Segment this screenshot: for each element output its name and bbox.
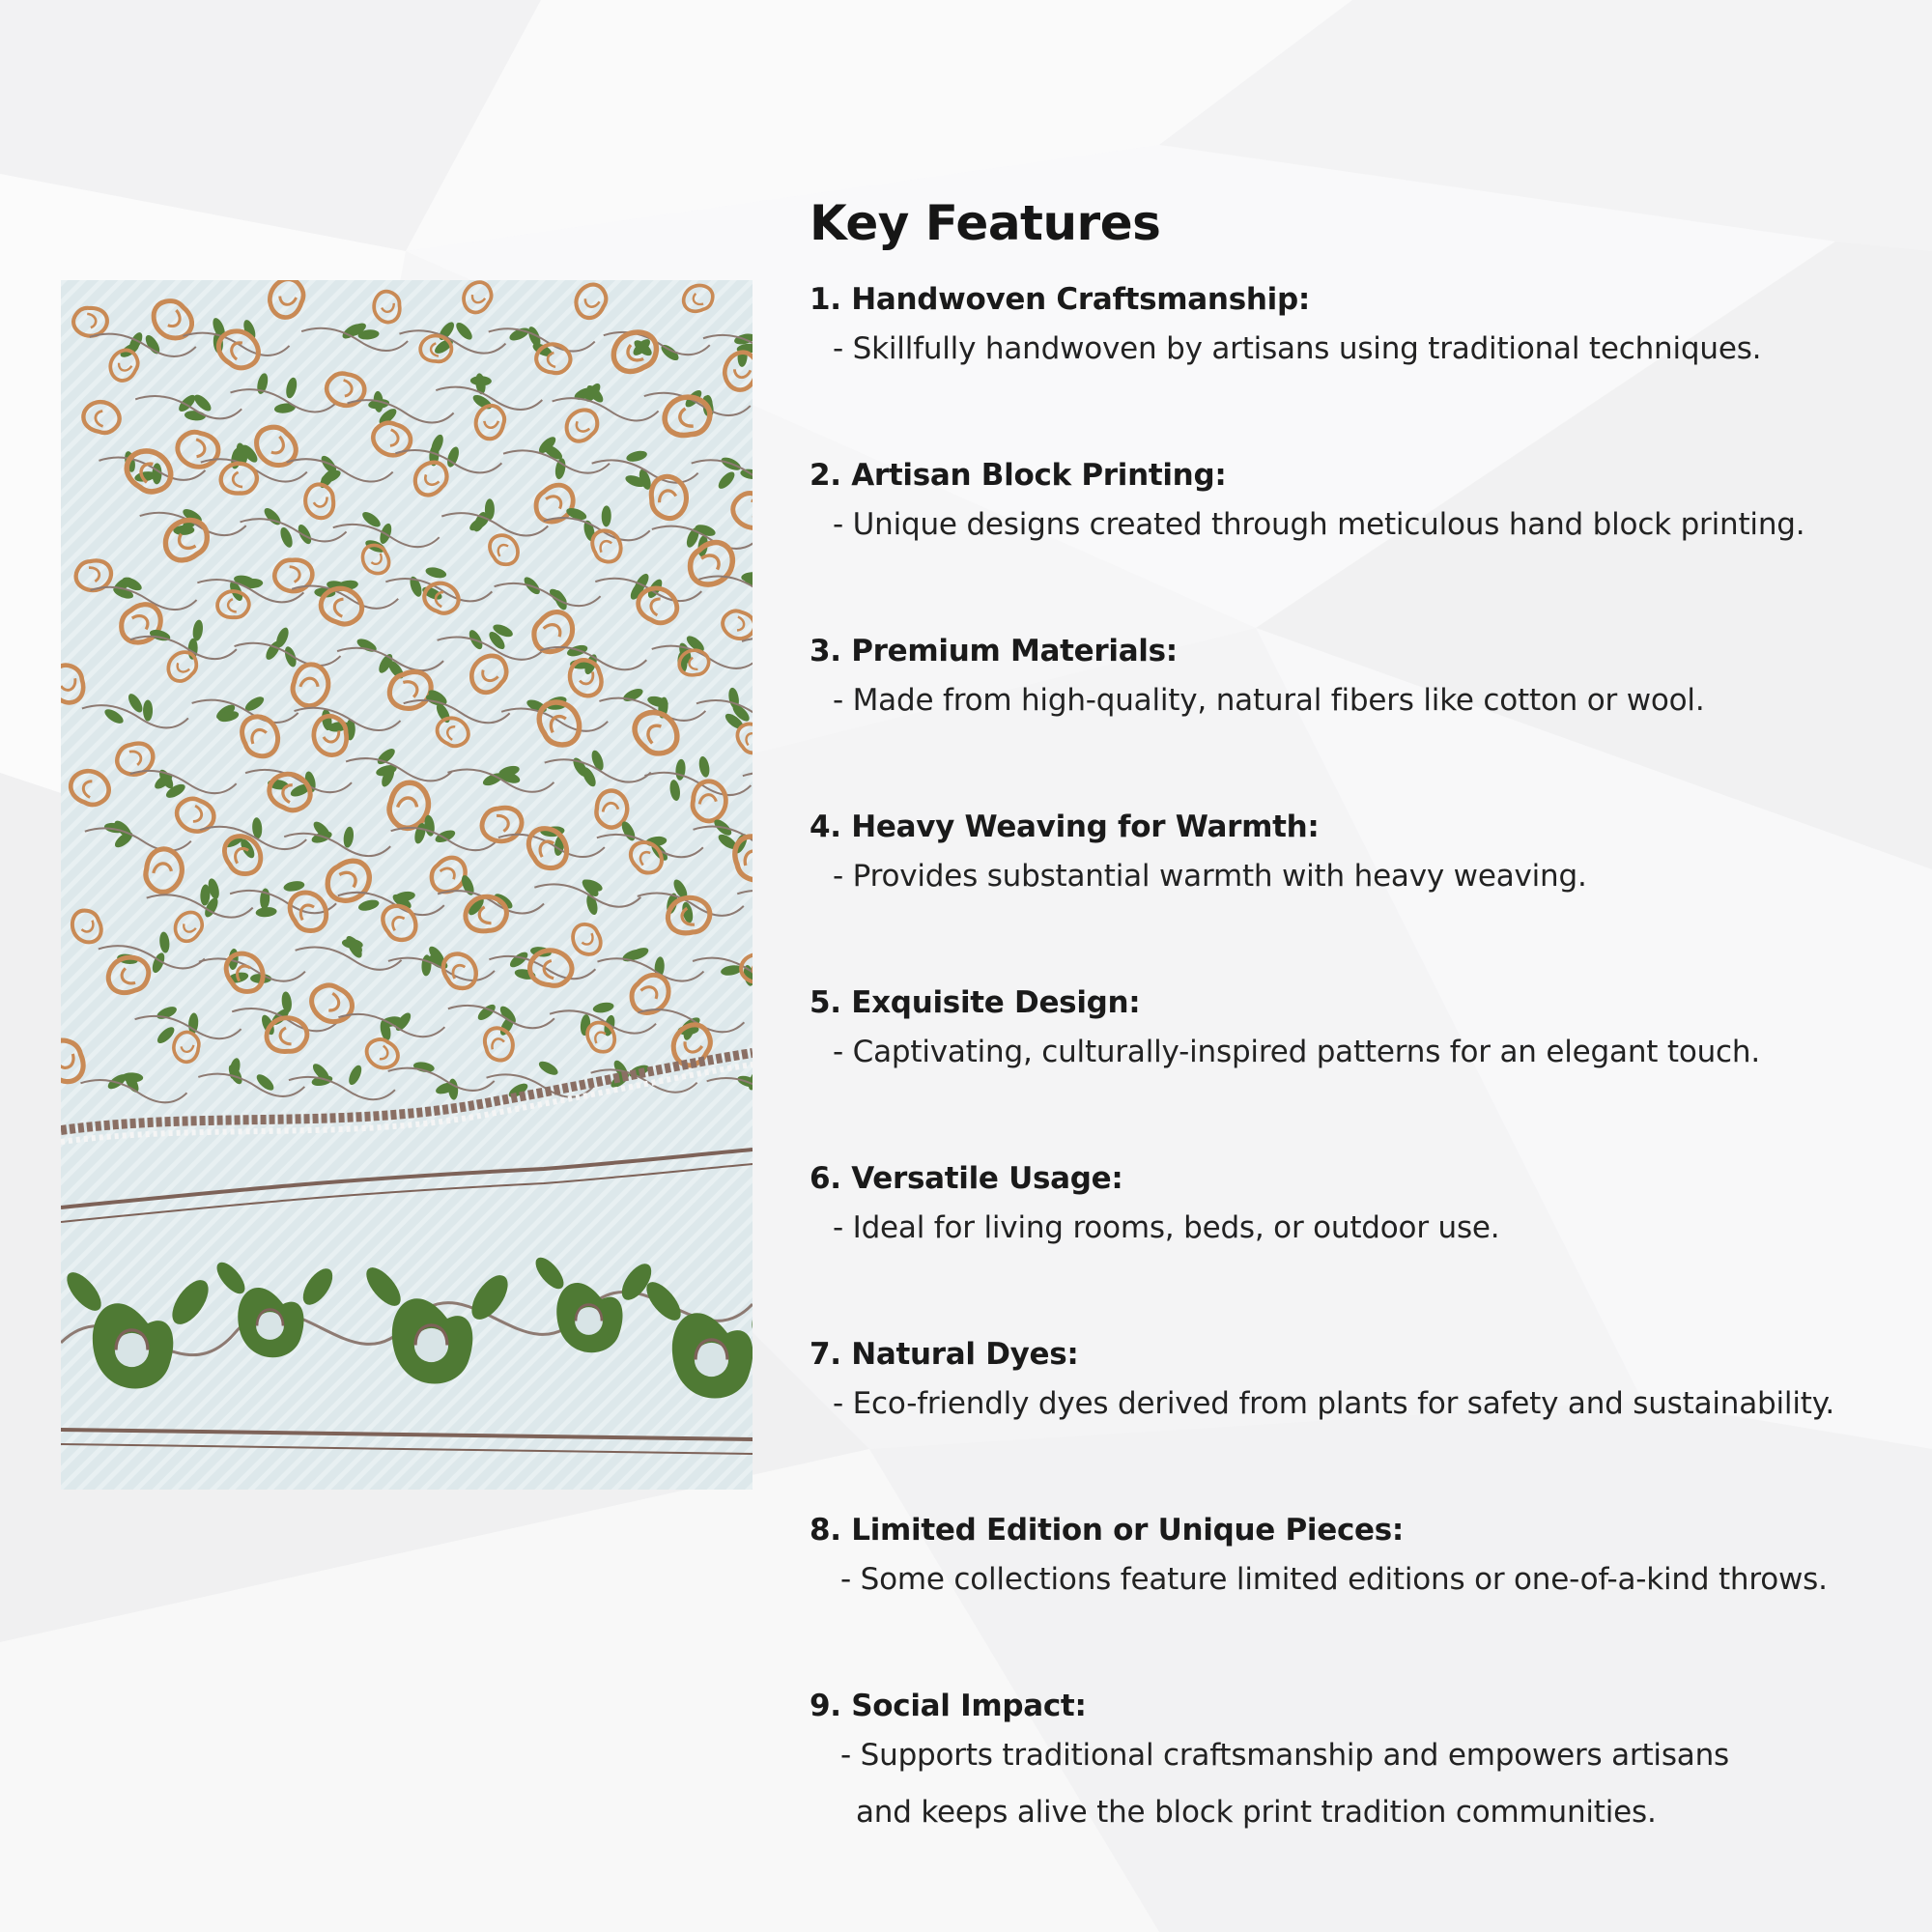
feature-heading: 8. Limited Edition or Unique Pieces: — [810, 1513, 1405, 1548]
feature-description-continued: and keeps alive the block print tradition communities. — [856, 1795, 1657, 1830]
feature-heading: 6. Versatile Usage: — [810, 1161, 1123, 1196]
feature-item — [810, 806, 1901, 978]
feature-item — [810, 1685, 1901, 1841]
feature-heading: 2. Artisan Block Printing: — [810, 458, 1227, 493]
fabric-photo — [61, 280, 753, 1490]
feature-description: - Unique designs created through meticulous hand block printing. — [833, 507, 1805, 542]
feature-list — [810, 278, 1901, 1841]
feature-description: - Eco-friendly dyes derived from plants for safety and sustainability. — [833, 1386, 1835, 1421]
feature-item — [810, 1157, 1901, 1329]
feature-heading: 4. Heavy Weaving for Warmth: — [810, 810, 1320, 844]
feature-heading: 3. Premium Materials: — [810, 634, 1178, 668]
feature-item — [810, 981, 1901, 1153]
features-title: Key Features — [810, 195, 1161, 251]
feature-description: - Ideal for living rooms, beds, or outdoor use. — [833, 1210, 1500, 1245]
feature-description: - Provides substantial warmth with heavy weaving. — [833, 859, 1587, 894]
feature-heading: 5. Exquisite Design: — [810, 985, 1141, 1020]
feature-heading: 9. Social Impact: — [810, 1689, 1087, 1723]
feature-item — [810, 278, 1901, 450]
feature-description: - Made from high-quality, natural fibers like cotton or wool. — [833, 683, 1705, 718]
feature-item — [810, 454, 1901, 626]
feature-description: - Skillfully handwoven by artisans using traditional techniques. — [833, 331, 1762, 366]
feature-description: - Some collections feature limited editions or one-of-a-kind throws. — [840, 1562, 1828, 1597]
feature-item — [810, 1333, 1901, 1505]
key-features-panel — [810, 189, 1901, 1841]
feature-heading: 7. Natural Dyes: — [810, 1337, 1079, 1372]
feature-item — [810, 1509, 1901, 1681]
feature-description: - Supports traditional craftsmanship and empowers artisans — [840, 1738, 1729, 1773]
feature-description: - Captivating, culturally-inspired patterns for an elegant touch. — [833, 1035, 1760, 1069]
feature-heading: 1. Handwoven Craftsmanship: — [810, 282, 1310, 317]
feature-item — [810, 630, 1901, 802]
